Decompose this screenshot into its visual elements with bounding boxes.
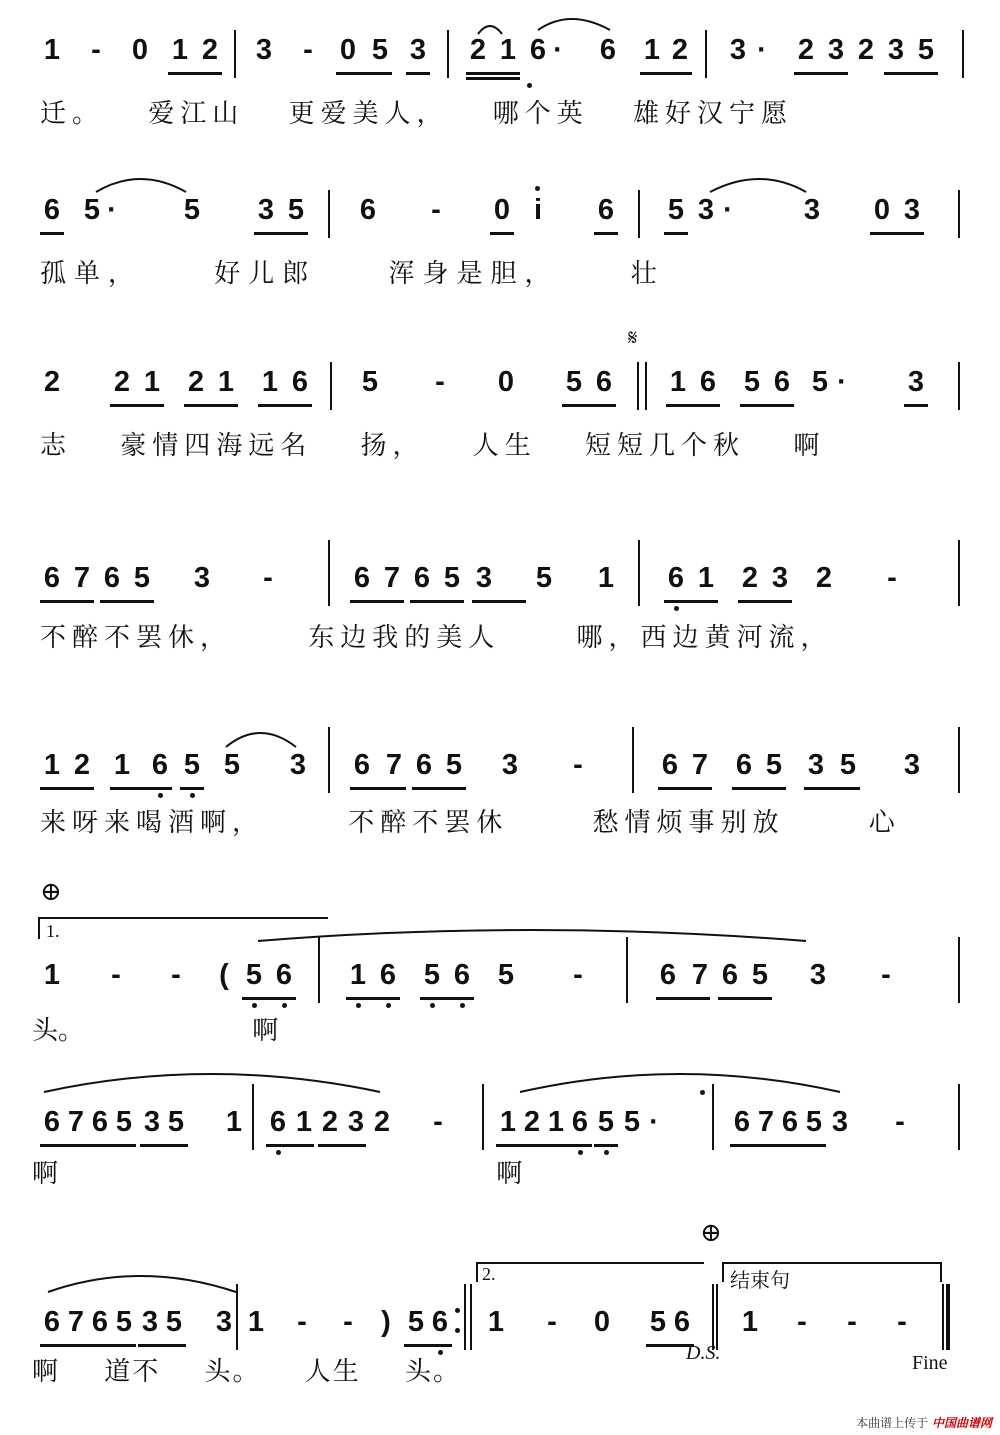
note: 5 bbox=[183, 749, 201, 781]
ds-mark: D.S. bbox=[686, 1342, 721, 1364]
lyrics-line bbox=[0, 256, 1000, 296]
note: 6 bbox=[413, 562, 431, 594]
note: 5 bbox=[115, 1106, 133, 1138]
note: - bbox=[847, 1306, 857, 1338]
note: 0 bbox=[593, 1306, 611, 1338]
note: - bbox=[171, 959, 181, 991]
note: - bbox=[573, 959, 583, 991]
note: 0 bbox=[339, 34, 357, 66]
lyrics-line bbox=[0, 620, 1000, 660]
note: 3 bbox=[409, 34, 427, 66]
note: 5 bbox=[811, 366, 829, 398]
note: 6 bbox=[43, 194, 61, 226]
note: 6 bbox=[529, 34, 547, 66]
note: 7 bbox=[73, 562, 91, 594]
note: 0 bbox=[873, 194, 891, 226]
note: 6 bbox=[453, 959, 471, 991]
note: 1 bbox=[643, 34, 661, 66]
note: - bbox=[547, 1306, 557, 1338]
lyric-text: 啊 道不 头。 人生 头。 bbox=[32, 1357, 462, 1387]
note: 1 bbox=[547, 1106, 565, 1138]
note: 1 bbox=[143, 366, 161, 398]
lyric-text: 志 豪情四海远名 扬， 人生 短短几个秋 啊 bbox=[40, 431, 826, 461]
note: 3 bbox=[803, 194, 821, 226]
note: 3 bbox=[289, 749, 307, 781]
note: i bbox=[533, 194, 543, 226]
lyrics-line bbox=[0, 1013, 1000, 1053]
note: 1 bbox=[43, 959, 61, 991]
note: 1 bbox=[113, 749, 131, 781]
note: 2 bbox=[469, 34, 487, 66]
note: 1 bbox=[499, 34, 517, 66]
note: 3 bbox=[827, 34, 845, 66]
note: 2 bbox=[201, 34, 219, 66]
note: 1 bbox=[247, 1306, 265, 1338]
note: 6 bbox=[667, 562, 685, 594]
note: 6 bbox=[91, 1306, 109, 1338]
volta-2-label: 2. bbox=[482, 1264, 496, 1284]
note: 3 bbox=[807, 749, 825, 781]
note: 5 bbox=[223, 749, 241, 781]
note: 5 bbox=[917, 34, 935, 66]
note: · bbox=[723, 194, 733, 226]
note: 6 bbox=[595, 366, 613, 398]
note: 3 bbox=[141, 1306, 159, 1338]
note: 6 bbox=[43, 1106, 61, 1138]
note: 6 bbox=[431, 1306, 449, 1338]
system-3 bbox=[0, 326, 1000, 472]
note: 3 bbox=[729, 34, 747, 66]
note: · bbox=[107, 194, 117, 226]
note: 2 bbox=[815, 562, 833, 594]
note: 3 bbox=[907, 366, 925, 398]
note: 6 bbox=[781, 1106, 799, 1138]
note: - bbox=[343, 1306, 353, 1338]
ending-label: 结束句 bbox=[730, 1268, 790, 1292]
note: 2 bbox=[187, 366, 205, 398]
lyric-text: 不醉不罢休， 东边我的美人 哪，西边黄河流， bbox=[40, 623, 833, 653]
note: 7 bbox=[385, 749, 403, 781]
note: 0 bbox=[497, 366, 515, 398]
note: 3 bbox=[771, 562, 789, 594]
volta-1-label: 1. bbox=[46, 921, 60, 941]
note: - bbox=[431, 194, 441, 226]
note: - bbox=[91, 34, 101, 66]
note: 2 bbox=[321, 1106, 339, 1138]
note: 5 bbox=[497, 959, 515, 991]
note: 2 bbox=[73, 749, 91, 781]
lyrics-line bbox=[0, 96, 1000, 136]
note: 1 bbox=[487, 1306, 505, 1338]
note: 3 bbox=[347, 1106, 365, 1138]
note: 3 bbox=[215, 1306, 233, 1338]
system-1 bbox=[0, 30, 1000, 140]
coda-icon: ⊕ bbox=[700, 1218, 722, 1248]
note: 7 bbox=[757, 1106, 775, 1138]
note: 5 bbox=[565, 366, 583, 398]
volta-bracket-line bbox=[476, 1262, 704, 1264]
note: 6 bbox=[103, 562, 121, 594]
note: 3 bbox=[501, 749, 519, 781]
note: ) bbox=[381, 1306, 391, 1338]
ending-bracket-end bbox=[940, 1262, 942, 1282]
note: 5 bbox=[751, 959, 769, 991]
note: 5 bbox=[287, 194, 305, 226]
note: - bbox=[887, 562, 897, 594]
note: 3 bbox=[475, 562, 493, 594]
note: 6 bbox=[599, 34, 617, 66]
note: 5 bbox=[245, 959, 263, 991]
note: 1 bbox=[697, 562, 715, 594]
note: 6 bbox=[151, 749, 169, 781]
lyrics-line bbox=[0, 428, 1000, 468]
note: 3 bbox=[257, 194, 275, 226]
note: 6 bbox=[291, 366, 309, 398]
note: 2 bbox=[113, 366, 131, 398]
note: - bbox=[435, 366, 445, 398]
note: - bbox=[897, 1306, 907, 1338]
note: - bbox=[297, 1306, 307, 1338]
note: 5 bbox=[839, 749, 857, 781]
system-6 bbox=[0, 877, 1000, 1065]
note: 2 bbox=[797, 34, 815, 66]
note: 3 bbox=[143, 1106, 161, 1138]
note: 6 bbox=[597, 194, 615, 226]
note: 3 bbox=[831, 1106, 849, 1138]
note: - bbox=[797, 1306, 807, 1338]
note: 3 bbox=[903, 749, 921, 781]
note: 3 bbox=[903, 194, 921, 226]
note: 6 bbox=[43, 1306, 61, 1338]
note: 6 bbox=[353, 749, 371, 781]
volta-bracket-end bbox=[38, 917, 40, 939]
note: 2 bbox=[671, 34, 689, 66]
volta-bracket-line bbox=[38, 917, 328, 919]
note: 0 bbox=[493, 194, 511, 226]
lyric-text: 啊 啊 bbox=[32, 1159, 523, 1189]
note: 5 bbox=[805, 1106, 823, 1138]
system-8 bbox=[0, 1218, 1000, 1412]
note: - bbox=[263, 562, 273, 594]
footer bbox=[856, 1414, 992, 1431]
note: 3 bbox=[255, 34, 273, 66]
coda-icon: ⊕ bbox=[40, 877, 62, 907]
note: 7 bbox=[691, 959, 709, 991]
note: 1 bbox=[499, 1106, 517, 1138]
note: 3 bbox=[887, 34, 905, 66]
note: 6 bbox=[359, 194, 377, 226]
note: 6 bbox=[43, 562, 61, 594]
note: 5 bbox=[165, 1306, 183, 1338]
note: 6 bbox=[571, 1106, 589, 1138]
note: 5 bbox=[743, 366, 761, 398]
note: 1 bbox=[295, 1106, 313, 1138]
system-5 bbox=[0, 745, 1000, 855]
note: 5 bbox=[407, 1306, 425, 1338]
note: 2 bbox=[741, 562, 759, 594]
lyrics-line bbox=[0, 805, 1000, 845]
note: - bbox=[881, 959, 891, 991]
note: 1 bbox=[261, 366, 279, 398]
note: 3 bbox=[697, 194, 715, 226]
note: 2 bbox=[857, 34, 875, 66]
note: 5 bbox=[361, 366, 379, 398]
note: 2 bbox=[373, 1106, 391, 1138]
note: ( bbox=[219, 959, 229, 991]
note: 5 bbox=[183, 194, 201, 226]
note: · bbox=[757, 34, 767, 66]
note: 5 bbox=[167, 1106, 185, 1138]
note: 6 bbox=[275, 959, 293, 991]
note: 6 bbox=[415, 749, 433, 781]
system-7 bbox=[0, 1102, 1000, 1212]
note: · bbox=[837, 366, 847, 398]
note: 7 bbox=[691, 749, 709, 781]
lyric-text: 来呀来喝酒啊， 不醉不罢休 愁情烦事别放 心 bbox=[40, 808, 901, 838]
note: 1 bbox=[669, 366, 687, 398]
note: 1 bbox=[741, 1306, 759, 1338]
system-4 bbox=[0, 558, 1000, 668]
note: 6 bbox=[673, 1306, 691, 1338]
fine-mark: Fine bbox=[912, 1352, 948, 1374]
notation-line bbox=[0, 558, 1000, 608]
note: 6 bbox=[353, 562, 371, 594]
note: 7 bbox=[67, 1106, 85, 1138]
note: 1 bbox=[43, 34, 61, 66]
note: 3 bbox=[193, 562, 211, 594]
note: 5 bbox=[623, 1106, 641, 1138]
note: 5 bbox=[133, 562, 151, 594]
note: 5 bbox=[115, 1306, 133, 1338]
lyric-text: 迁。 爱江山 更爱美人， 哪个英 雄好汉宁愿 bbox=[40, 99, 794, 129]
note: 5 bbox=[765, 749, 783, 781]
note: 5 bbox=[597, 1106, 615, 1138]
note: 6 bbox=[91, 1106, 109, 1138]
note: 1 bbox=[171, 34, 189, 66]
note: · bbox=[649, 1106, 659, 1138]
note: 6 bbox=[735, 749, 753, 781]
system-2 bbox=[0, 190, 1000, 300]
note: 6 bbox=[773, 366, 791, 398]
note: 6 bbox=[661, 749, 679, 781]
note: 6 bbox=[721, 959, 739, 991]
ending-bracket-end bbox=[722, 1262, 724, 1282]
note: 6 bbox=[269, 1106, 287, 1138]
lyric-text: 孤单， 好儿郎 浑身是胆， 壮 bbox=[40, 259, 665, 289]
note: 5 bbox=[443, 562, 461, 594]
note: 1 bbox=[597, 562, 615, 594]
note: 6 bbox=[379, 959, 397, 991]
note: 5 bbox=[371, 34, 389, 66]
lyric-text: 头。 啊 bbox=[32, 1016, 279, 1046]
note: 7 bbox=[383, 562, 401, 594]
note: - bbox=[111, 959, 121, 991]
note: 5 bbox=[535, 562, 553, 594]
note: 5 bbox=[649, 1306, 667, 1338]
note: 0 bbox=[131, 34, 149, 66]
note: 1 bbox=[43, 749, 61, 781]
footer-text: 本曲谱上传于 bbox=[856, 1416, 929, 1430]
note: 6 bbox=[733, 1106, 751, 1138]
note: 7 bbox=[67, 1306, 85, 1338]
note: 1 bbox=[349, 959, 367, 991]
note: 1 bbox=[217, 366, 235, 398]
note: - bbox=[433, 1106, 443, 1138]
note: 5 bbox=[667, 194, 685, 226]
note: 2 bbox=[43, 366, 61, 398]
note: 5 bbox=[83, 194, 101, 226]
note: 6 bbox=[659, 959, 677, 991]
notation-line bbox=[0, 362, 1000, 412]
site-logo[interactable]: 中国曲谱网 bbox=[931, 1416, 992, 1430]
note: 6 bbox=[699, 366, 717, 398]
note: 5 bbox=[423, 959, 441, 991]
lyrics-line bbox=[0, 1156, 1000, 1196]
note: - bbox=[573, 749, 583, 781]
volta-bracket-end bbox=[476, 1262, 478, 1282]
note: 1 bbox=[225, 1106, 243, 1138]
note: 5 bbox=[445, 749, 463, 781]
note: · bbox=[553, 34, 563, 66]
note: - bbox=[303, 34, 313, 66]
note: 2 bbox=[523, 1106, 541, 1138]
note: - bbox=[895, 1106, 905, 1138]
lyrics-line bbox=[0, 1354, 1000, 1394]
segno-icon: 𝄋 bbox=[628, 326, 638, 351]
note: 3 bbox=[809, 959, 827, 991]
